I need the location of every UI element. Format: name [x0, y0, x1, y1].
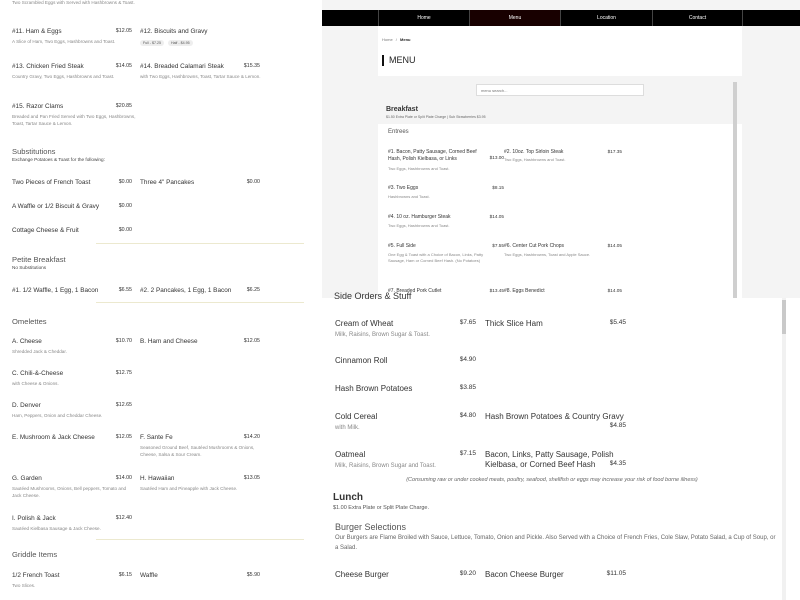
- item-name: C. Chili-&-Cheese: [12, 370, 64, 377]
- nav-menu[interactable]: Menu: [469, 10, 560, 26]
- item-name: Bacon Cheese Burger: [485, 570, 564, 579]
- item-name: 1/2 French Toast: [12, 572, 60, 579]
- item-price: $4.90: [459, 356, 476, 363]
- item-price: $14.05: [489, 214, 504, 219]
- section-title: Griddle Items: [12, 550, 58, 559]
- item-name: Bacon, Links, Patty Sausage, Polish Kielbasa, or Corned Beef Hash: [485, 450, 614, 469]
- item-price: $7.65: [459, 319, 476, 326]
- food-safety-disclaimer: (Consuming raw or under cooked meats, poultry, seafood, shellfish or eggs may increase your risk of food borne illness): [406, 477, 698, 483]
- item-name: Thick Slice Ham: [485, 319, 543, 328]
- section-title: Breakfast: [386, 106, 418, 113]
- item-price: $13.00: [489, 155, 504, 160]
- item-price: $12.65: [115, 402, 132, 408]
- item-name: Cream of Wheat: [335, 319, 394, 328]
- item-price: $12.05: [115, 434, 132, 440]
- item-name: #15. Razor Clams: [12, 103, 64, 110]
- menu-page-panel: [322, 0, 800, 298]
- item-desc: Two Eggs, Hashbrowns and Toast.: [504, 157, 566, 162]
- item-desc: Ham, Peppers, Onion and Cheddar Cheese.: [12, 413, 103, 418]
- item-name: F. Sante Fe: [140, 434, 173, 441]
- item-name: Hash Brown Potatoes: [335, 384, 413, 393]
- item-name: Hash Brown Potatoes & Country Gravy: [485, 412, 624, 421]
- item-price: $12.05: [115, 28, 132, 34]
- item-name: #1. 1/2 Waffle, 1 Egg, 1 Bacon: [12, 287, 99, 294]
- item-price: $6.55: [118, 287, 132, 293]
- group-desc: Our Burgers are Flame Broiled with Sauce, Lettuce, Tomato, Onion and Pickle. Also Served with a Choice of French Fries, Cole Slaw, Potato Salad, a Cup of Soup, or a Salad.: [335, 535, 776, 551]
- page-title: MENU: [389, 55, 416, 65]
- item-price: $17.35: [607, 149, 622, 154]
- section-divider: [96, 539, 304, 540]
- section-title: Lunch: [333, 492, 363, 503]
- option-chip[interactable]: Full - $7.25: [140, 40, 164, 46]
- item-desc: Breaded and Pan Fried Served with Two Eggs, Hashbrowns, Toast, Tartar Sauce & Lemon.: [12, 114, 136, 127]
- item-name: B. Ham and Cheese: [140, 338, 198, 345]
- top-nav: [322, 10, 800, 26]
- item-desc: Sautéed Kielbasa Sausage & Jack Cheese.: [12, 526, 101, 531]
- item-desc: Two Slices.: [12, 583, 36, 588]
- item-desc: with Milk.: [335, 425, 360, 431]
- item-name: #5. Full Side: [388, 243, 416, 249]
- item-price: $14.20: [243, 434, 260, 440]
- breadcrumb: [382, 37, 411, 42]
- item-name: D. Denver: [12, 402, 41, 409]
- item-name: Cheese Burger: [335, 570, 389, 579]
- item-name: Two Pieces of French Toast: [12, 179, 91, 186]
- item-name: #2. 10oz. Top Sirloin Steak: [504, 149, 564, 155]
- nav-location[interactable]: Location: [560, 10, 652, 26]
- item-desc: Milk, Raisins, Brown Sugar & Toast.: [335, 332, 430, 338]
- item-name: I. Polish & Jack: [12, 515, 56, 522]
- section-title: Petite Breakfast: [12, 255, 66, 264]
- item-desc: Two Eggs, Hashbrowns, Toast and Apple Sauce.: [504, 252, 591, 257]
- menu-search-input[interactable]: [476, 84, 644, 96]
- item-name: Cold Cereal: [335, 412, 378, 421]
- page-scrollbar[interactable]: [733, 82, 737, 298]
- item-price: $4.80: [459, 412, 476, 419]
- item-desc: Sautéed Mushrooms, Onions, Bell peppers, Tomato and Jack Cheese.: [12, 486, 127, 499]
- section-title: Omelettes: [12, 317, 47, 326]
- item-desc: Country Gravy, Two Eggs, Hashbrowns and Toast.: [12, 74, 115, 79]
- item-desc: Milk, Raisins, Brown Sugar and Toast.: [335, 463, 436, 469]
- section-subtitle: No Substitutions: [12, 265, 47, 270]
- item-price: $20.85: [115, 103, 132, 109]
- item-price: $7.55: [492, 243, 504, 248]
- item-price: $14.05: [607, 243, 622, 248]
- item-desc: Sautéed Ham and Pineapple with Jack Cheese.: [140, 486, 238, 491]
- breadcrumb-separator: /: [395, 37, 397, 42]
- item-price: $11.05: [606, 570, 626, 577]
- nav-contact[interactable]: Contact: [652, 10, 743, 26]
- scrollbar-thumb[interactable]: [733, 82, 737, 298]
- item-name: E. Mushroom & Jack Cheese: [12, 434, 95, 441]
- item-name: #13. Chicken Fried Steak: [12, 63, 84, 70]
- group-title: Entrees: [388, 129, 409, 135]
- item-price: $5.45: [609, 319, 626, 326]
- item-name: H. Hawaiian: [140, 475, 175, 482]
- section-title: Substitutions: [12, 147, 56, 156]
- section-divider: [96, 302, 304, 303]
- item-price: $3.85: [459, 384, 476, 391]
- item-name: Three 4" Pancakes: [140, 179, 195, 186]
- item-price: $14.05: [607, 288, 622, 293]
- breadcrumb-home[interactable]: Home: [382, 37, 393, 42]
- item-price: $4.35: [609, 460, 626, 467]
- item-price: $13.05: [243, 475, 260, 481]
- item-price: $10.70: [115, 338, 132, 344]
- item-price: $14.00: [115, 475, 132, 481]
- menu-card: [378, 26, 742, 298]
- item-name: G. Garden: [12, 475, 42, 482]
- item-name: A Waffle or 1/2 Biscuit & Gravy: [12, 203, 100, 210]
- item-name: Waffle: [140, 572, 158, 579]
- section-heading-cut: Side Orders & Stuff: [334, 291, 412, 301]
- section-note: $1.50 Extra Plate or Split Plate Charge | Sub Strawberries $3.95: [386, 115, 486, 119]
- item-name: #7. Breaded Pork Cutlet: [388, 288, 442, 294]
- item-price: $0.00: [118, 203, 132, 209]
- item-price: $8.15: [492, 185, 504, 190]
- item-price: $13.45: [489, 288, 504, 293]
- item-name: #14. Breaded Calamari Steak: [140, 63, 224, 70]
- scrollbar-thumb[interactable]: [782, 300, 786, 334]
- item-price: $6.25: [246, 287, 260, 293]
- left-menu-panel: [0, 0, 322, 600]
- option-chip[interactable]: Half - $4.95: [168, 40, 193, 46]
- item-desc: with Cheese & Onions.: [12, 381, 59, 386]
- item-name: #11. Ham & Eggs: [12, 28, 62, 35]
- nav-home[interactable]: Home: [378, 10, 469, 26]
- section-divider: [96, 243, 304, 244]
- item-desc: Hashbrowns and Toast.: [388, 194, 430, 199]
- item-desc: Two Eggs, Hashbrowns and Toast.: [388, 166, 450, 171]
- item-name: Cottage Cheese & Fruit: [12, 227, 79, 234]
- item-desc: Seasoned Ground Beef, Sautéed Mushrooms & Onions, Cheese, Salsa & Sour Cream.: [140, 445, 255, 458]
- item-desc: with Two Eggs, Hashbrowns, Toast, Tartar Sauce & Lemon.: [140, 74, 261, 79]
- item-desc: Two Eggs, Hashbrowns and Toast.: [388, 223, 450, 228]
- item-price: $12.75: [115, 370, 132, 376]
- item-desc: One Egg & Toast with a Choice of Bacon, Links, Patty Sausage, Ham or Corned Beef Hash. (No Potatoes): [388, 252, 484, 264]
- item-price: $0.00: [118, 179, 132, 185]
- item-price: $12.05: [243, 338, 260, 344]
- item-name: #1. Bacon, Patty Sausage, Corned Beef Hash, Polish Kielbasa, or Links: [388, 149, 477, 162]
- breadcrumb-current: Menu: [400, 37, 411, 42]
- page-scrollbar[interactable]: [782, 298, 786, 600]
- item-name: #12. Biscuits and Gravy: [140, 28, 208, 35]
- item-price: $15.35: [243, 63, 260, 69]
- item-price: $12.40: [115, 515, 132, 521]
- section-subtitle: Exchange Potatoes & Toast for the following:: [12, 157, 105, 162]
- item-name: #3. Two Eggs: [388, 185, 419, 191]
- item-desc: A Slice of Ham, Two Eggs, Hashbrowns and Toast.: [12, 39, 116, 44]
- title-accent-bar: [382, 55, 384, 66]
- item-name: #2. 2 Pancakes, 1 Egg, 1 Bacon: [140, 287, 232, 294]
- item-price: $5.90: [246, 572, 260, 578]
- item-price: $4.85: [609, 422, 626, 429]
- item-name: Cinnamon Roll: [335, 356, 388, 365]
- item-name: #8. Eggs Benedict: [504, 288, 545, 294]
- item-price: $9.20: [459, 570, 476, 577]
- item-name: #4. 10 oz. Hamburger Steak: [388, 214, 451, 220]
- group-title: Burger Selections: [335, 522, 407, 532]
- section-header-bg: [378, 104, 742, 124]
- item-desc: Two Scrambled Eggs with Served with Hashbrowns & Toast.: [12, 0, 135, 5]
- item-name: #6. Center Cut Pork Chops: [504, 243, 565, 249]
- item-price: $14.05: [115, 63, 132, 69]
- item-price: $6.15: [118, 572, 132, 578]
- search-bar-area: [378, 76, 742, 104]
- item-name: Oatmeal: [335, 450, 366, 459]
- item-price: $0.00: [246, 179, 260, 185]
- item-price: $7.15: [459, 450, 476, 457]
- section-note: $1.00 Extra Plate or Split Plate Charge.: [333, 505, 429, 511]
- item-desc: Shredded Jack & Cheddar.: [12, 349, 67, 354]
- item-name: A. Cheese: [12, 338, 42, 345]
- item-price: $0.00: [118, 227, 132, 233]
